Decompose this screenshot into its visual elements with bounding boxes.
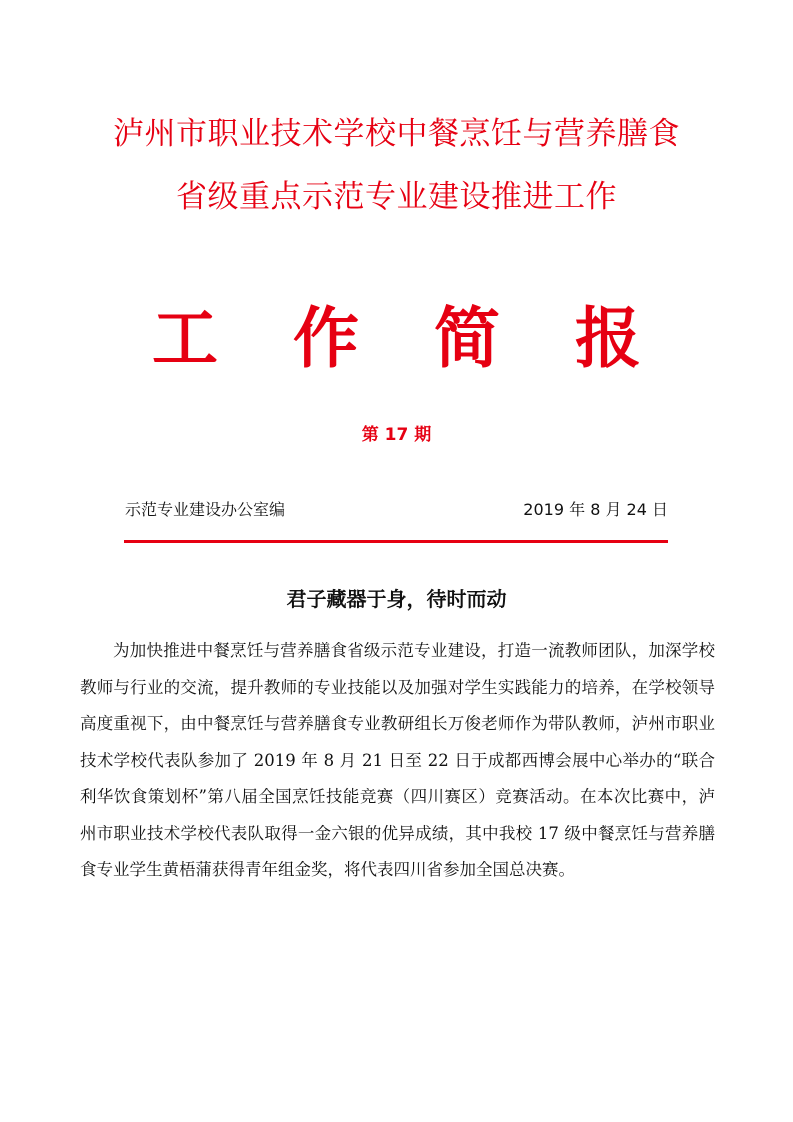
article-title: 君子藏器于身，待时而动 [286,587,507,611]
article-body: 为加快推进中餐烹饪与营养膳食省级示范专业建设，打造一流教师团队，加深学校教师与行业的交流，提升教师的专业技能以及加强对学生实践能力的培养，在学校领导高度重视下，由中餐烹饪与营养膳食专业教研组长万俊老师作为带队教师，泸州市职业技术学校代表队参加了 2019 年 8 月 21 日至 22 日于成都西博会展中心举办的“联合利华饮食策划杯”第八届全国烹饪技能竞赛（四川赛区）竞赛活动。在本次比赛中，泸州市职业技术学校代表队取得一金六银的优异成绩，其中我校 17 级中餐烹饪与营养膳食专业学生黄梧蒲获得青年组金奖，将代表四川省参加全国总决赛。 [80,641,715,879]
header-title-line-2: 省级重点示范专业建设推进工作 [176,179,617,215]
issue-number: 第 17 期 [361,425,432,445]
editor-label: 示范专业建设办公室编 [125,500,286,519]
bulletin-title: 工 作 简 报 [152,300,667,377]
red-divider [124,540,668,543]
header-title-line-1: 泸州市职业技术学校中餐烹饪与营养膳食 [113,116,680,152]
publish-date: 2019 年 8 月 24 日 [523,500,668,519]
